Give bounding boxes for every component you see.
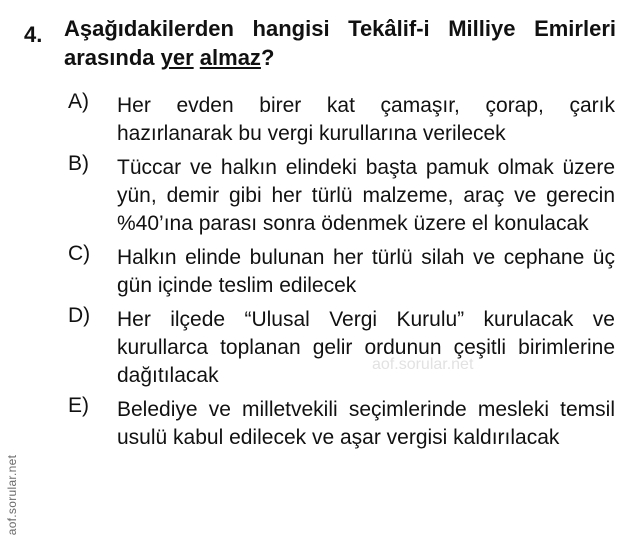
option-text: Her evden birer kat çamaşır, çorap, çarık hazırlanarak bu vergi kurullarına verilecek (117, 94, 615, 145)
answer-options (24, 92, 616, 452)
side-credit: aof.sorular.net (5, 454, 19, 536)
option-text: Halkın elinde bulunan her türlü silah ve cephane üç gün içinde teslim edilecek (117, 246, 615, 297)
option-letter: D) (68, 304, 91, 327)
stem-underlined-yer: yer (160, 45, 194, 70)
option-d[interactable] (24, 306, 616, 390)
watermark: aof.sorular.net (372, 356, 474, 373)
option-text: Tüccar ve halkın elindeki başta pamuk olmak üzere yün, demir gibi her türlü malzeme, araç ve gerecin %40’ına parası sonra ödenmek üzere el konulacak (117, 156, 615, 235)
option-letter: C) (68, 242, 91, 265)
question-header (24, 14, 616, 72)
option-letter: B) (68, 152, 89, 175)
question-block (24, 14, 616, 458)
option-letter: A) (68, 90, 89, 113)
option-c[interactable] (24, 244, 616, 300)
stem-underlined-almaz: almaz (199, 45, 261, 70)
stem-question-mark: ? (260, 45, 275, 70)
option-letter: E) (68, 394, 89, 417)
option-text: Belediye ve milletvekili seçimlerinde mesleki temsil usulü kabul edilecek ve aşar vergisi kaldırılacak (117, 398, 615, 449)
stem-text: Aşağıdakilerden hangisi Tekâlif-i Milliye Emirleri arasında (64, 16, 616, 70)
option-a[interactable] (24, 92, 616, 148)
option-b[interactable] (24, 154, 616, 238)
question-stem (64, 14, 616, 72)
question-number: 4. (24, 22, 43, 47)
option-e[interactable] (24, 396, 616, 452)
option-text: Her ilçede “Ulusal Vergi Kurulu” kurulacak ve kurullarca toplanan gelir ordunun çeşitli birimlerine dağıtılacak (117, 308, 615, 387)
